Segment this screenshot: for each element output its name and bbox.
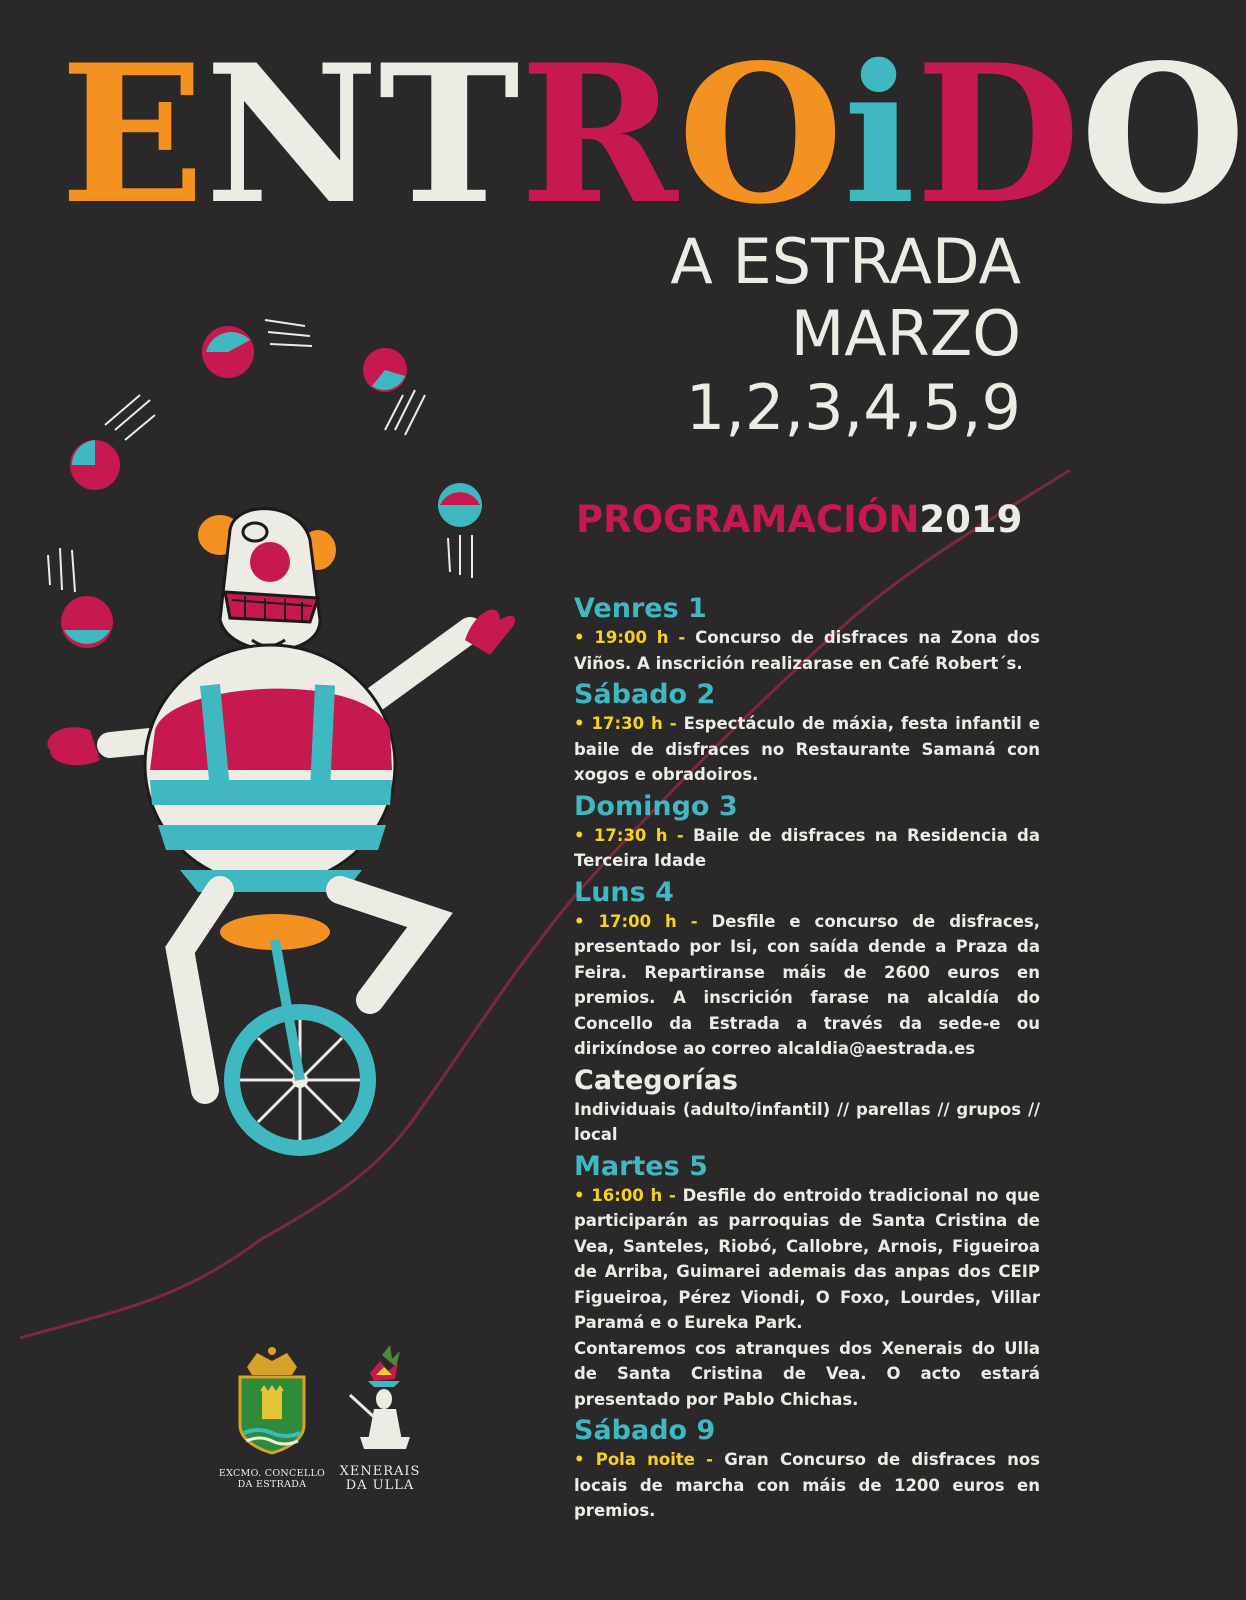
concello-caption-line2: DA ESTRADA xyxy=(237,1479,307,1490)
day-title: Venres 1 xyxy=(574,593,707,624)
event-description xyxy=(574,823,1040,874)
title-letter: i xyxy=(843,23,916,246)
event-time: • 19:00 h - xyxy=(574,628,686,647)
event-time: • 17:30 h - xyxy=(574,714,677,733)
event-time: • Pola noite - xyxy=(574,1450,714,1469)
event-time: • 16:00 h - xyxy=(574,1185,676,1205)
event-text: Gran Concurso de disfraces nos locais de marcha con máis de 1200 euros en premios. xyxy=(574,1450,1040,1520)
title-letter: O xyxy=(1080,23,1246,246)
day-title: Luns 4 xyxy=(574,876,674,908)
concello-coat-of-arms-logo xyxy=(232,1345,312,1455)
event-extra: Contaremos cos atranques dos Xenerais do Ulla de Santa Cristina de Vea. O acto estará presentado por Pablo Chichas. xyxy=(574,1338,1040,1409)
day-luns xyxy=(574,876,1040,1062)
program-heading xyxy=(576,498,1056,542)
event-description xyxy=(574,625,1040,676)
event-text: Espectáculo de máxia, festa infantil e baile de disfraces no Restaurante Samaná con xogos e obradoiros. xyxy=(574,714,1040,784)
event-description xyxy=(574,1183,1040,1336)
day-domingo xyxy=(574,790,1040,874)
event-title xyxy=(60,23,1246,246)
day-title: Sábado 9 xyxy=(574,1415,716,1446)
categories-section xyxy=(574,1064,1040,1148)
title-letter: D xyxy=(915,23,1081,246)
event-text: Concurso de disfraces na Zona dos Viños. A inscrición realizarase en Café Robert´s. xyxy=(574,628,1040,673)
event-description xyxy=(574,1447,1040,1524)
event-time: • 17:30 h - xyxy=(574,825,684,845)
title-letter: R xyxy=(519,23,678,246)
xenerais-da-ulla-logo xyxy=(340,1345,420,1455)
juggling-clown-illustration xyxy=(20,300,560,1020)
event-text: Desfile do entroido tradicional no que participarán as parroquias de Santa Cristina de Vea, Santeles, Riobó, Callobre, Arnois, Figueiroa de Arriba, Guimarei ademais das anpas dos CEIP Figueiroa, Pérez Viondi, O Foxo, Lourdes, Villar Paramá e o Eureka Park. xyxy=(574,1185,1040,1332)
day-venres xyxy=(574,592,1040,676)
event-time: • 17:00 h - xyxy=(574,911,698,931)
day-title: Martes 5 xyxy=(574,1150,708,1182)
concello-caption-line1: EXCMO. CONCELLO xyxy=(218,1468,326,1479)
month-name: MARZO xyxy=(790,297,1021,370)
day-martes xyxy=(574,1150,1040,1413)
event-description xyxy=(574,711,1040,788)
event-text: Desfile e concurso de disfraces, presentado por Isi, con saída dende a Praza da Feira. Repartiranse máis de 2600 euros en premios. A inscrición farase na alcaldía do Concello da Estrada a través da sede-e ou dirixíndose ao correo alcaldia@aestrada.es xyxy=(574,911,1040,1058)
title-letter: N xyxy=(204,23,379,246)
event-dates: 1,2,3,4,5,9 xyxy=(685,371,1021,444)
xenerais-caption-line1: XENERAIS xyxy=(339,1464,421,1479)
event-text: Baile de disfraces na Residencia da Terceira Idade xyxy=(574,825,1040,870)
categories-title: Categorías xyxy=(574,1064,738,1096)
schedule xyxy=(574,590,1040,1524)
title-letter: E xyxy=(60,23,205,246)
place-name: A ESTRADA xyxy=(670,225,1021,298)
day-sabado-2 xyxy=(574,678,1040,788)
title-letter: T xyxy=(378,23,520,246)
program-heading-word: PROGRAMACIÓN xyxy=(576,498,920,541)
day-title: Domingo 3 xyxy=(574,790,738,822)
categories-text: Individuais (adulto/infantil) // parellas // grupos // local xyxy=(574,1099,1040,1144)
event-description xyxy=(574,909,1040,1062)
xenerais-caption-line2: DA ULLA xyxy=(345,1478,415,1493)
day-sabado-9 xyxy=(574,1414,1040,1524)
program-heading-year: 2019 xyxy=(919,498,1023,541)
day-title: Sábado 2 xyxy=(574,679,716,710)
title-letter: O xyxy=(677,23,844,246)
